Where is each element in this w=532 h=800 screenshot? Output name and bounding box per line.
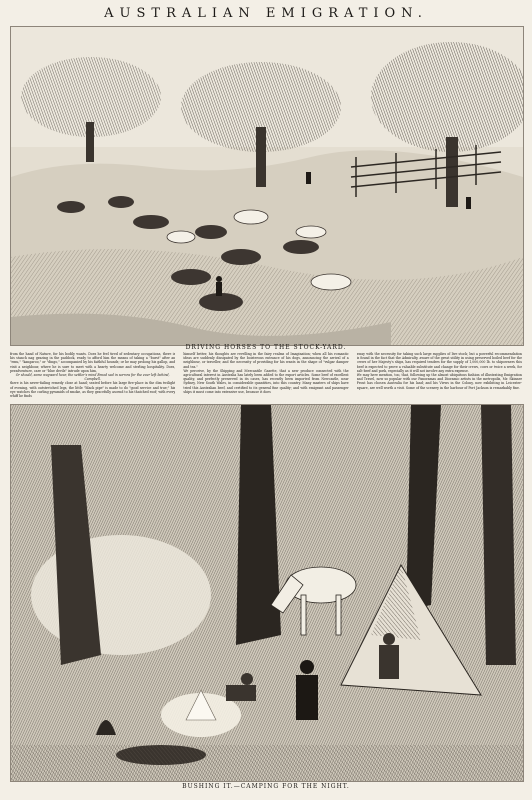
text-column-1 <box>10 352 175 400</box>
article-text <box>10 352 522 400</box>
verse-quote: Or should, some wayward hour, the settler's mind Brood sad in sorrow for the ever left behind, <box>15 373 170 378</box>
paragraph: away with the necessity for taking such large supplies of live stock; but a powerful recommendation is found in the fact that the Admiralty, aware of the great utility in using preserved boiled beef for the crews of her Majesty's ships, has required tenders for the supply of 1,000,000 lb. to shipowners this beef is expected to prove a valuable substitute and change for their crews, cows or twice a week, for salt-beef and pork, especially as it will not involve any extra expense. <box>356 352 522 373</box>
paragraph: We may here mention, too, that, following up the almost ubiquitous fashion of illustrating Emigration and Travel, now so popular with our Panoramas and Dioramic artists in the metropolis, Mr. Skinner Prout has chosen Australia for his land; and his Views in the Colony, now exhibiting in Leicester-square, are well worth a visit. Some of the scenery in the harbour of Port Jackson is remarkably fine. <box>356 373 522 390</box>
paragraph: from the hand of Nature, for his bodily wants. Does he feel tired of sedentary occupations, there is his stanch nag grazing in the paddock, ready to afford him the means of taking a "burst" after an "emu," "kangaroo," or "dingo," accompanied by his faithful hounds; or he may prolong his gallop, and visit a neighbour, where he is sure to meet with a hearty welcome and sterling hospitality. Does, peradventure, care or "blue devils" intrude upon him, <box>10 352 176 373</box>
text-column-2 <box>183 352 348 400</box>
text-column-3 <box>357 352 522 400</box>
horses-engraving <box>10 26 524 346</box>
bottom-illustration-caption: BUSHING IT.—CAMPING FOR THE NIGHT. <box>182 783 350 790</box>
paragraph: We perceive, by the Shipping and Mercantile Gazette, that a new produce connected with the agricultural interest in Australia has lately been added to the export articles. Some beef of excellent quality, and perfectly preserved in its cases, has recently been imported from Newcastle, near Sydney, New South Wales, in considerable quantities, into this country. Many masters of ships have tried this Australian beef, and certified to its general fine quality; and with emigrant and passenger ships it must come into extensive use, because it does <box>183 368 349 394</box>
paragraph: there is his never-failing remedy close at hand; seated before his large fire-place in the dim twilight of evening, with outstretched legs, the little "black pipe" is made to do "good service and true;" his eye watches the curling pyramids of smoke, as they gracefully ascend to his thatched roof; with every whiff he finds <box>10 381 176 399</box>
verse-attribution: Campbell. <box>84 377 101 382</box>
paragraph: himself better, his thoughts are revelling in the fairy realms of Imagination; when all his romantic ideas are suddenly dissipated by the boisterous entrance of his dogs, announcing the arrival of a neighbour, or traveller, and the necessity of providing for his wants in the shape of "vulgar damper and tea." <box>183 352 349 369</box>
top-illustration-caption: DRIVING HORSES TO THE STOCK-YARD. <box>185 344 347 351</box>
camp-engraving <box>10 404 524 782</box>
page-title: AUSTRALIAN EMIGRATION. <box>104 6 428 21</box>
